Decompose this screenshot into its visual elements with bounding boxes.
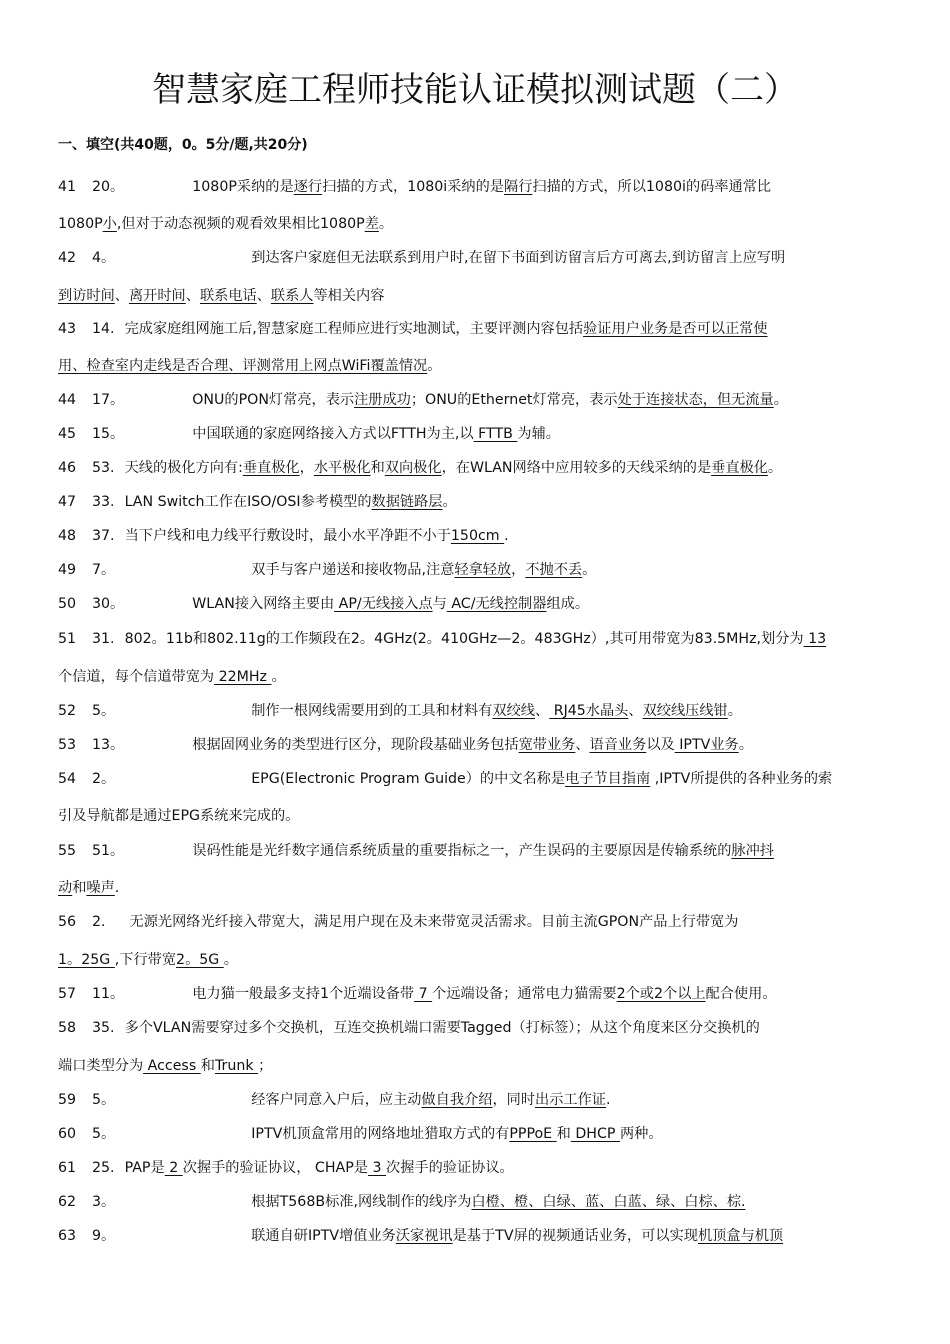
- question-48: 48 37. 当下户线和电力线平行敷设时，最小水平净距不小于150cm .: [58, 528, 509, 544]
- answer: 差: [364, 216, 379, 232]
- question-54: 54 2。 EPG(Electronic Program Guide）的中文名称是电子节目指南 ,IPTV所提供的各种业务的索: [58, 771, 833, 787]
- question-41-cont: 1080P小,但对于动态视频的观看效果相比1080P差。: [58, 216, 394, 232]
- question-51-cont: 个信道，每个信道带宽为 22MHz 。: [58, 669, 286, 685]
- answer: 隔行: [504, 179, 533, 195]
- question-42-cont: 到访时间、离开时间、联系电话、联系人等相关内容: [58, 288, 385, 304]
- question-52: 52 5。 制作一根网线需要用到的工具和材料有双绞线、 RJ45水晶头、双绞线压线钳。: [58, 703, 742, 719]
- question-50: 50 30。 WLAN接入网络主要由 AP/无线接入点与 AC/无线控制器组成。: [58, 596, 590, 612]
- question-59: 59 5。 经客户同意入户后，应主动做自我介绍，同时出示工作证.: [58, 1092, 611, 1108]
- answer: 逐行: [293, 179, 323, 195]
- question-58: 58 35. 多个VLAN需要穿过多个交换机，互连交换机端口需要Tagged（打标签）；从这个角度来区分交换机的: [58, 1020, 760, 1036]
- question-42: 42 4。 到达客户家庭但无法联系到用户时,在留下书面到访留言后方可离去,到访留言上应写明: [58, 250, 786, 266]
- question-58-cont: 端口类型分为 Access 和Trunk ；: [58, 1058, 273, 1074]
- answer: 小: [102, 216, 117, 232]
- section-heading: 一、填空(共40题，0。5分/题,共20分): [58, 137, 308, 153]
- question-57: 57 11。 电力猫一般最多支持1个近端设备带 7 个远端设备；通常电力猫需要2个或2个以上配合使用。: [58, 986, 777, 1002]
- sub-number: 20。: [92, 179, 125, 195]
- question-61: 61 25. PAP是 2 次握手的验证协议， CHAP是 3 次握手的验证协议。: [58, 1160, 514, 1176]
- question-49: 49 7。 双手与客户递送和接收物品,注意轻拿轻放，不抛不丢。: [58, 562, 597, 578]
- question-41: 41 20。 1080P采纳的是逐行扫描的方式，1080i采纳的是隔行扫描的方式，所以1080i的码率通常比: [58, 179, 772, 195]
- question-number: 41: [58, 179, 77, 195]
- question-54-cont: 引及导航都是通过EPG系统来完成的。: [58, 808, 300, 824]
- question-43-cont: 用、检查室内走线是否合理、评测常用上网点WiFi覆盖情况。: [58, 358, 442, 374]
- question-51: 51 31. 802。11b和802.11g的工作频段在2。4GHz(2。410GHz—2。483GHz）,其可用带宽为83.5MHz,划分为 13: [58, 631, 827, 647]
- page-title: 智慧家庭工程师技能认证模拟测试题（二）: [152, 70, 798, 110]
- question-63: 63 9。 联通自研IPTV增值业务沃家视讯是基于TV屏的视频通话业务，可以实现机顶盒与机顶: [58, 1228, 784, 1244]
- question-56: 56 2. 无源光网络光纤接入带宽大，满足用户现在及未来带宽灵活需求。目前主流GPON产品上行带宽为: [58, 914, 739, 930]
- question-45: 45 15。 中国联通的家庭网络接入方式以FTTH为主,以 FTTB 为辅。: [58, 426, 560, 442]
- question-43: 43 14. 完成家庭组网施工后,智慧家庭工程师应进行实地测试，主要评测内容包括验证用户业务是否可以正常使: [58, 321, 768, 337]
- question-47: 47 33. LAN Switch工作在ISO/OSI参考模型的数据链路层。: [58, 494, 457, 510]
- question-44: 44 17。 ONU的PON灯常亮，表示注册成功；ONU的Ethernet灯常亮，表示处于连接状态，但无流量。: [58, 392, 788, 408]
- question-46: 46 53. 天线的极化方向有:垂直极化，水平极化和双向极化，在WLAN网络中应用较多的天线采纳的是垂直极化。: [58, 460, 783, 476]
- question-55-cont: 动和噪声.: [58, 880, 120, 896]
- question-60: 60 5。 IPTV机顶盒常用的网络地址猎取方式的有PPPoE 和 DHCP 两种。: [58, 1126, 663, 1142]
- question-56-cont: 1。25G ,下行带宽2。5G 。: [58, 952, 238, 968]
- question-55: 55 51。 误码性能是光纤数字通信系统质量的重要指标之一，产生误码的主要原因是传输系统的脉冲抖: [58, 843, 774, 859]
- question-62: 62 3。 根据T568B标准,网线制作的线序为白橙、橙、白绿、蓝、白蓝、绿、白棕、棕.: [58, 1194, 746, 1210]
- question-53: 53 13。 根据固网业务的类型进行区分，现阶段基础业务包括宽带业务、语音业务以及 IPTV业务。: [58, 737, 753, 753]
